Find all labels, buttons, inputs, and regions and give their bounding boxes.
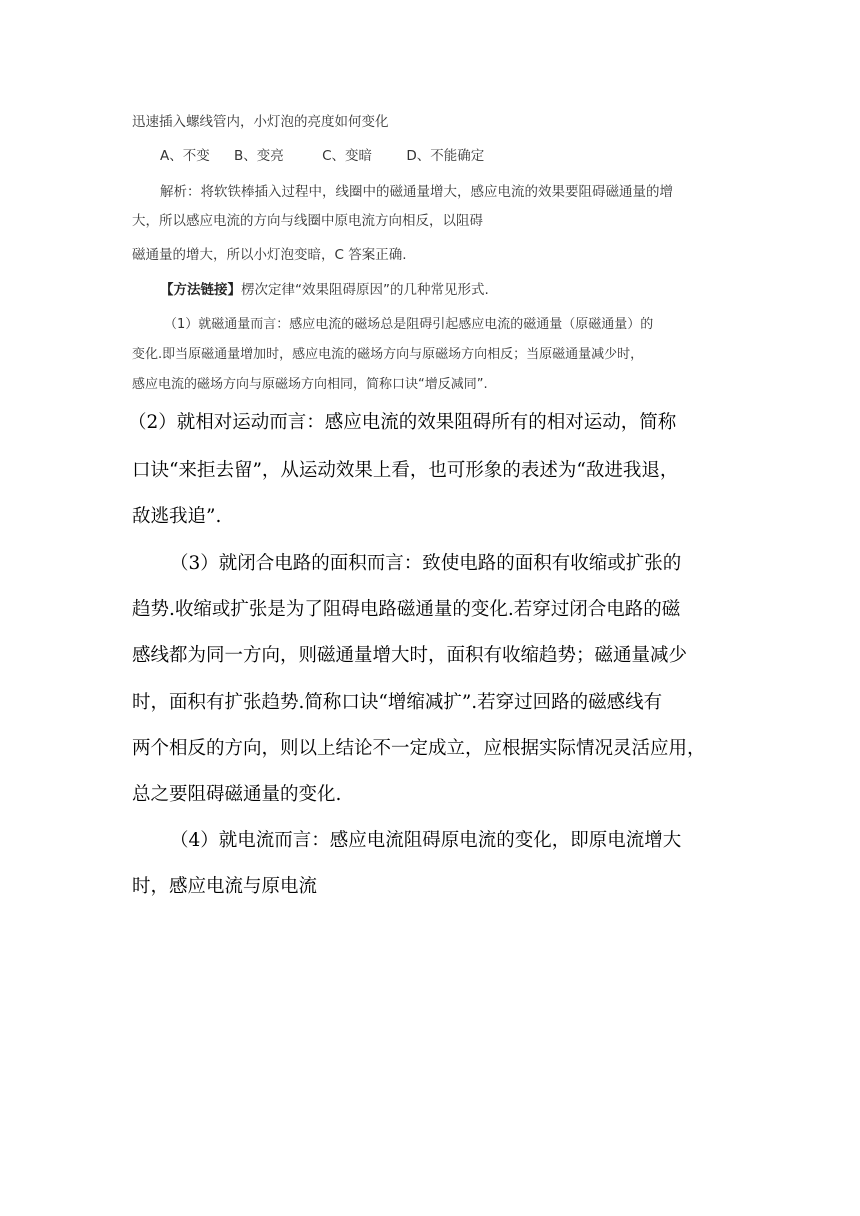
point1-line-2: 变化.即当原磁通量增加时，感应电流的磁场方向与原磁场方向相反；当原磁通量减少时， [132,347,644,362]
analysis-line-3: 磁通量的增大，所以小灯泡变暗，C 答案正确. [132,247,407,263]
method-link [160,278,760,298]
point3-line-1: （3）就闭合电路的面积而言：致使电路的面积有收缩或扩张的 [170,553,682,574]
point2-line-1: （2）就相对运动而言：感应电流的效果阻碍所有的相对运动，简称 [128,412,677,433]
answer-options [160,144,760,164]
method-text: 楞次定律“效果阻碍原因”的几种常见形式. [241,282,489,298]
point3-line-5: 两个相反的方向，则以上结论不一定成立，应根据实际情况灵活应用， [132,738,706,759]
option-c: C、变暗 [322,148,373,164]
point4-line-2: 时，感应电流与原电流 [132,876,318,897]
question-line: 迅速插入螺线管内，小灯泡的亮度如何变化 [132,114,389,130]
point4-line-1: （4）就电流而言：感应电流阻碍原电流的变化，即原电流增大 [170,830,682,851]
point1-line-3: 感应电流的磁场方向与原磁场方向相同，简称口诀“增反减同”. [132,377,488,392]
analysis-line-1: 解析：将软铁棒插入过程中，线圈中的磁通量增大，感应电流的效果要阻碍磁通量的增 [160,184,673,200]
analysis-line-2: 大，所以感应电流的方向与线圈中原电流方向相反，以阻碍 [132,213,483,229]
point3-line-4: 时，面积有扩张趋势.简称口诀“增缩减扩”.若穿过回路的磁感线有 [132,692,663,713]
option-d: D、不能确定 [406,148,485,164]
point2-line-3: 敌逃我追”. [132,506,222,527]
point3-line-2: 趋势.收缩或扩张是为了阻碍电路磁通量的变化.若穿过闭合电路的磁 [132,599,681,620]
point3-line-6: 总之要阻碍磁通量的变化. [132,784,342,805]
option-a: A、不变 [160,148,210,164]
point2-line-2: 口诀“来拒去留”，从运动效果上看，也可形象的表述为“敌进我退， [132,460,679,481]
point1-line-1: （1）就磁通量而言：感应电流的磁场总是阻碍引起感应电流的磁通量（原磁通量）的 [164,317,654,332]
point3-line-3: 感线都为同一方向，则磁通量增大时，面积有收缩趋势；磁通量减少 [132,645,688,666]
option-b: B、变亮 [234,148,284,164]
method-title: 【方法链接】 [160,282,241,298]
